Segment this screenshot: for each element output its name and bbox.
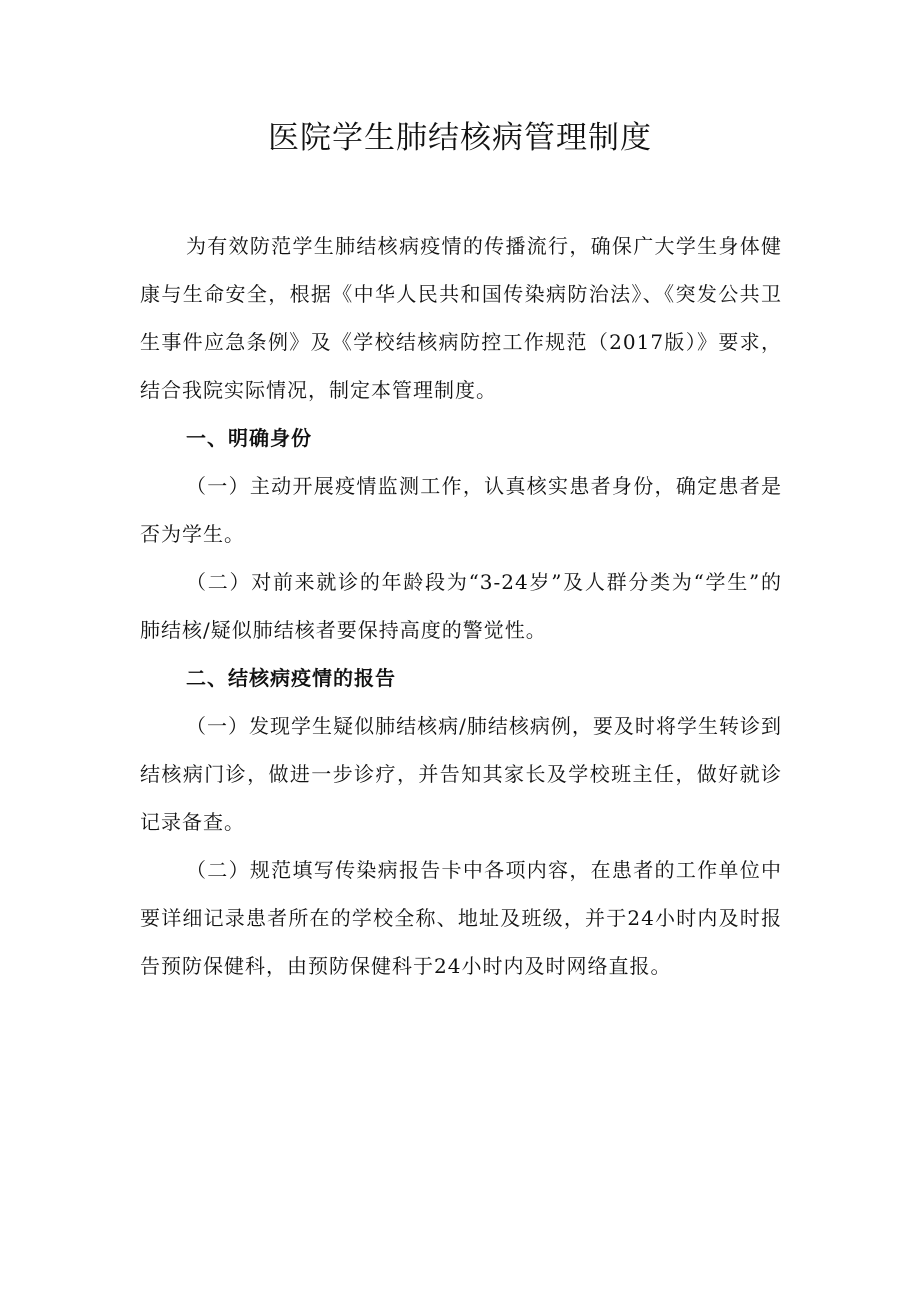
section-2-paragraph-2: （二）规范填写传染病报告卡中各项内容，在患者的工作单位中要详细记录患者所在的学校全称、地址及班级，并于24小时内及时报告预防保健科，由预防保健科于24小时内及时网络直报。 (140, 858, 782, 978)
section-1-paragraph-2: （二）对前来就诊的年龄段为“3-24岁”及人群分类为“学生”的肺结核/疑似肺结核者要保持高度的警觉性。 (140, 570, 782, 642)
section-heading-identity: 一、明确身份 (186, 426, 312, 450)
intro-paragraph: 为有效防范学生肺结核病疫情的传播流行，确保广大学生身体健康与生命安全，根据《中华人民共和国传染病防治法》、《突发公共卫生事件应急条例》及《学校结核病防控工作规范（2017版）》要求，结合我院实际情况，制定本管理制度。 (140, 234, 782, 402)
section-1-paragraph-1: （一）主动开展疫情监测工作，认真核实患者身份，确定患者是否为学生。 (140, 474, 782, 546)
section-2-paragraph-1: （一）发现学生疑似肺结核病/肺结核病例，要及时将学生转诊到结核病门诊，做进一步诊疗，并告知其家长及学校班主任，做好就诊记录备查。 (140, 714, 782, 834)
document-title: 医院学生肺结核病管理制度 (268, 120, 652, 156)
document-body (140, 222, 782, 990)
section-heading-report: 二、结核病疫情的报告 (186, 666, 396, 690)
